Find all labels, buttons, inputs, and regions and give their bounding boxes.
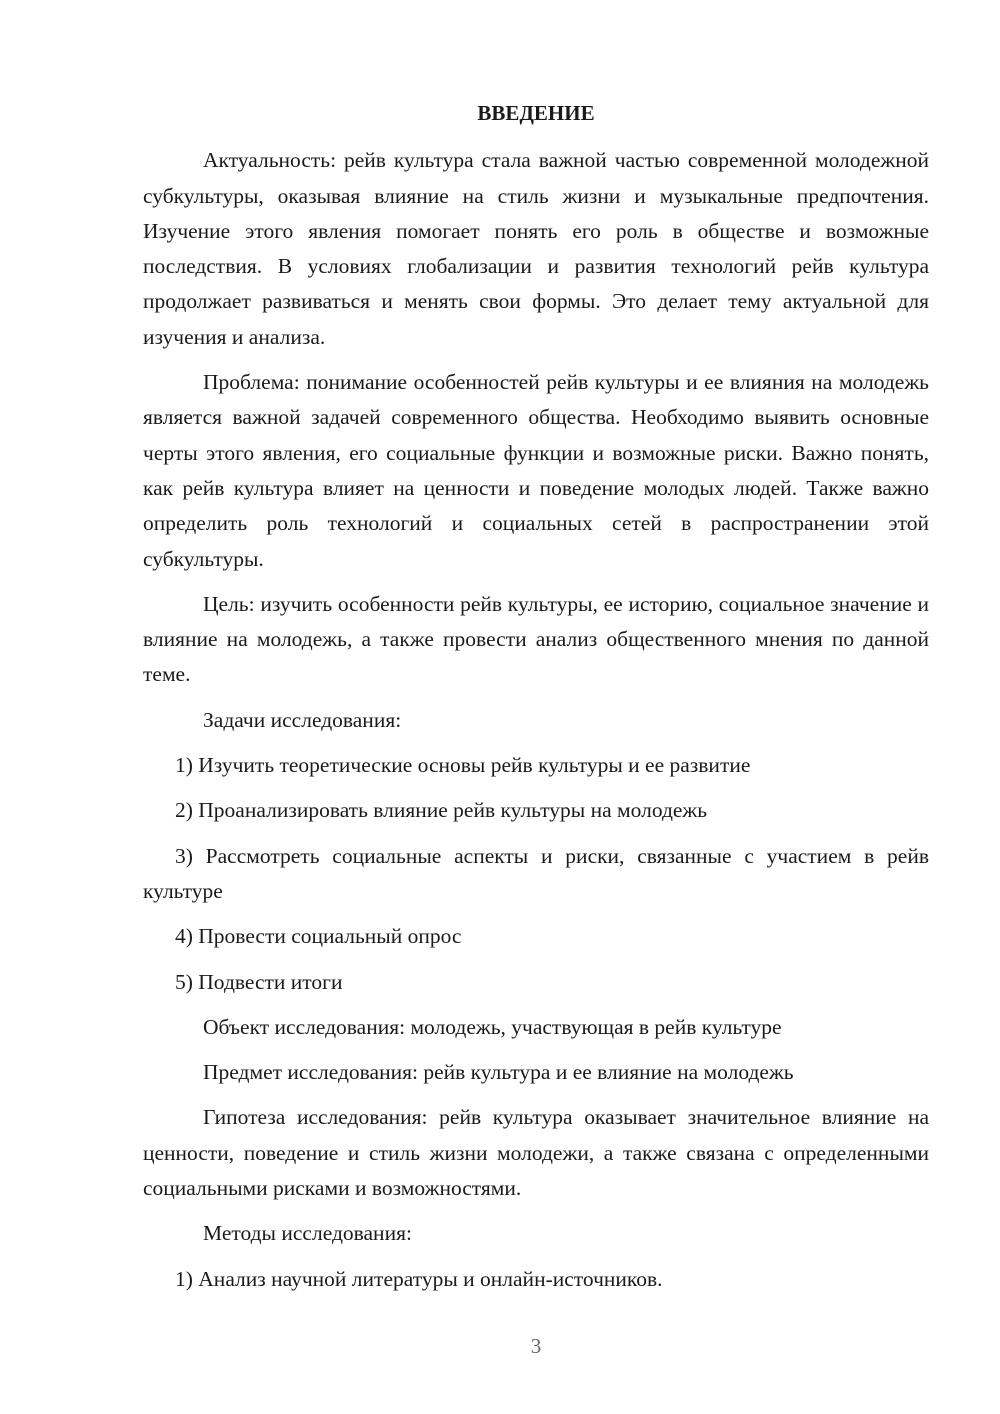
task-item: 3) Рассмотреть социальные аспекты и риски, связанные с участием в рейв культуре bbox=[143, 843, 929, 903]
task-item: 2) Проанализировать влияние рейв культуры на молодежь bbox=[175, 798, 708, 823]
goal-paragraph: Цель: изучить особенности рейв культуры, ее историю, социальное значение и влияние на молодежь, а также провести анализ общественного мнения по данной теме. bbox=[143, 591, 929, 687]
relevance-paragraph: Актуальность: рейв культура стала важной частью современной молодежной субкультуры, оказывая влияние на стиль жизни и музыкальные предпочтения. Изучение этого явления помогает понять его роль в обществе и возможные последствия. В условиях глобализации и развития технологий рейв культура продолжает развиваться и менять свои формы. Это делает тему актуальной для изучения и анализа. bbox=[143, 148, 929, 349]
task-item: 4) Провести социальный опрос bbox=[175, 924, 462, 949]
problem-paragraph: Проблема: понимание особенностей рейв культуры и ее влияния на молодежь является важной задачей современного общества. Необходимо выявить основные черты этого явления, его социальные функции и возможные риски. Важно понять, как рейв культура влияет на ценности и поведение молодых людей. Также важно определить роль технологий и социальных сетей в распространении этой субкультуры. bbox=[143, 370, 929, 571]
subject-line: Предмет исследования: рейв культура и ее влияние на молодежь bbox=[203, 1060, 794, 1085]
page-content bbox=[143, 96, 929, 1307]
task-item: 5) Подвести итоги bbox=[175, 969, 343, 994]
method-item: 1) Анализ научной литературы и онлайн-источников. bbox=[175, 1266, 663, 1291]
methods-title: Методы исследования: bbox=[203, 1221, 412, 1246]
task-item: 1) Изучить теоретические основы рейв культуры и ее развитие bbox=[175, 753, 751, 778]
section-heading: ВВЕДЕНИЕ bbox=[477, 101, 595, 125]
object-line: Объект исследования: молодежь, участвующая в рейв культуре bbox=[203, 1014, 782, 1039]
hypothesis-paragraph: Гипотеза исследования: рейв культура оказывает значительное влияние на ценности, поведение и стиль жизни молодежи, а также связана с определенными социальными рисками и возможностями. bbox=[143, 1105, 929, 1201]
page-number: 3 bbox=[530, 1334, 542, 1358]
tasks-title: Задачи исследования: bbox=[203, 707, 402, 732]
